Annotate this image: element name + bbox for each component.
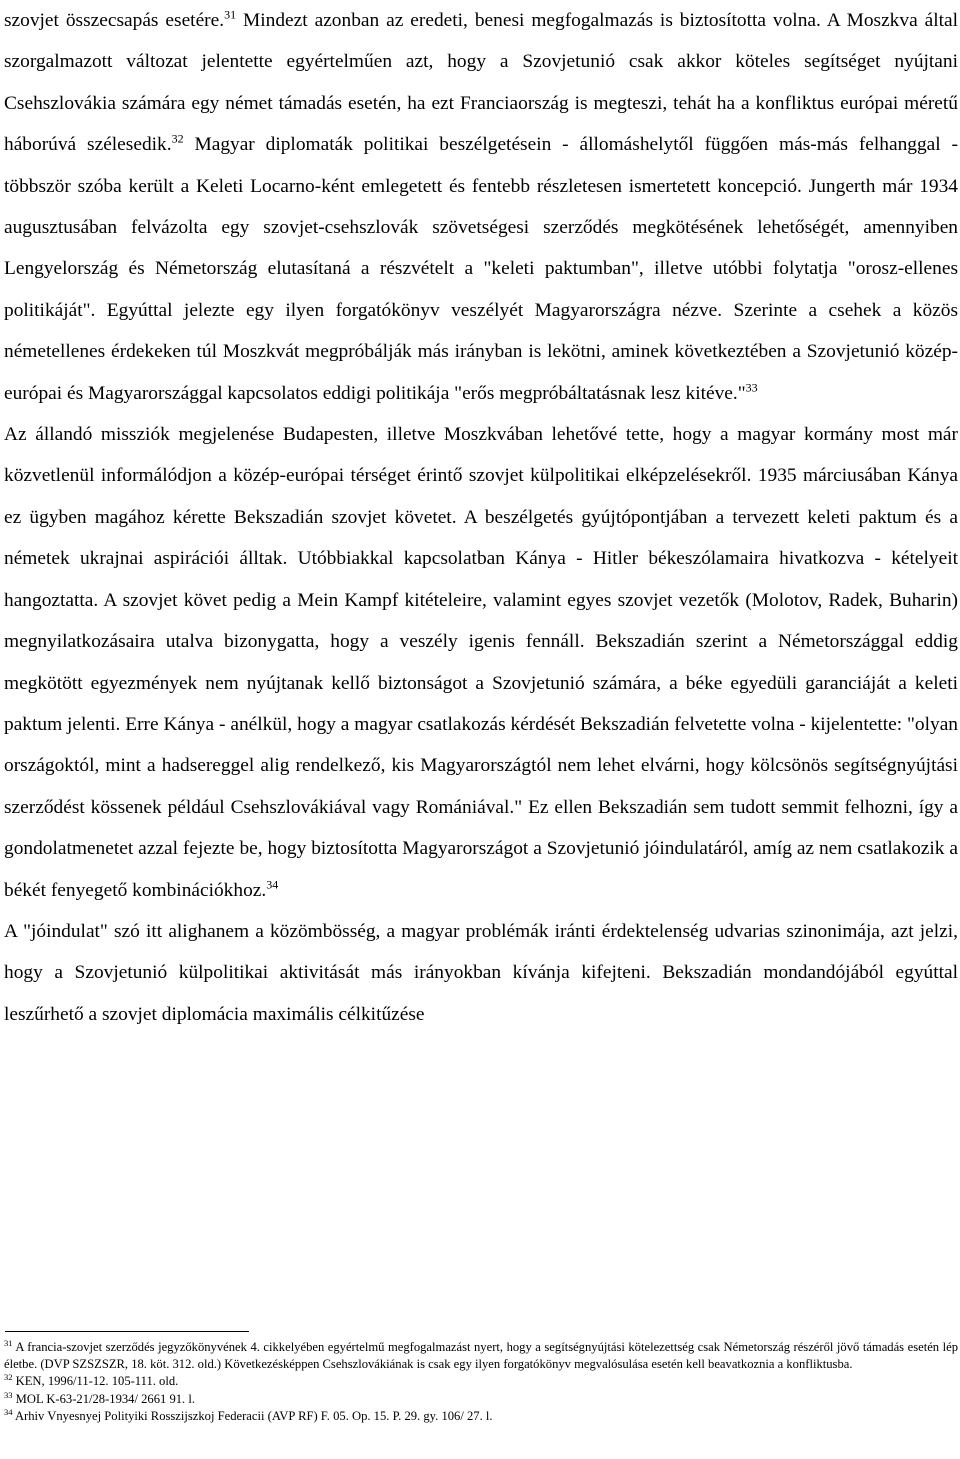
footnote-reference[interactable]: 34 xyxy=(266,877,279,892)
footnote-text: Arhiv Vnyesnyej Polityiki Rosszijszkoj Federacii (AVP RF) F. 05. Op. 15. P. 29. gy. 106/ 27. l. xyxy=(12,1408,493,1423)
footnote-number: 34 xyxy=(4,1406,13,1417)
footnote-text: MOL K-63-21/28-1934/ 2661 91. l. xyxy=(12,1391,195,1406)
paragraph-text: Mindezt azonban az eredeti, benesi megfogalmazás is biztosította volna. A Moszkva által szorgalmazott változat jelentette egyértelműen azt, hogy a Szovjetunió csak akkor köteles segítséget nyújtani Csehszlovákia számára egy német támadás esetén, ha ezt Franciaország is megteszi, tehát ha a konfliktus európai méretű háborúvá szélesedik. xyxy=(4,10,958,156)
footnotes xyxy=(4,1339,958,1425)
paragraph-text: szovjet összecsapás esetére. xyxy=(4,10,225,31)
paragraph xyxy=(4,911,958,1035)
footnote-number: 33 xyxy=(4,1389,13,1400)
paragraph xyxy=(4,0,958,414)
body-text xyxy=(4,0,958,1035)
paragraph xyxy=(4,414,958,911)
footnote xyxy=(4,1391,958,1408)
footnote xyxy=(4,1339,958,1373)
footnote-reference[interactable]: 32 xyxy=(171,131,184,146)
footnote-separator xyxy=(5,1331,249,1332)
paragraph-text: Magyar diplomaták politikai beszélgetésein - állomáshelytől függően más-más felhanggal - többször szóba került a Keleti Locarno-ként emlegetett és fentebb részletesen ismertetett koncepció. Jungerth már 1934 augusztusában felvázolta egy szovjet-csehszlovák szövetségesi szerződés megkötésének lehetőségét, amennyiben Lengyelország és Németország elutasítaná a részvételt a "keleti paktumban", illetve utóbbi folytatja "orosz-ellenes politikáját". Egyúttal jelezte egy ilyen forgatókönyv veszélyét Magyarországra nézve. Szerinte a csehek a közös németellenes érdekeken túl Moszkvát megpróbálják más irányban is lekötni, aminek következtében a Szovjetunió közép-európai és Magyarországgal kapcsolatos eddigi politikája "erős megpróbáltatásnak lesz kitéve." xyxy=(4,134,958,404)
footnote-reference[interactable]: 33 xyxy=(745,380,758,395)
paragraph-text: A "jóindulat" szó itt alighanem a közömbösség, a magyar problémák iránti érdektelenség udvarias szinonimája, azt jelzi, hogy a Szovjetunió külpolitikai aktivitását más irányokban kívánja kifejteni. Bekszadián mondandójából egyúttal leszűrhető a szovjet diplomácia maximális célkitűzése xyxy=(4,920,958,1025)
footnote-reference[interactable]: 31 xyxy=(224,7,237,22)
footnote-text: A francia-szovjet szerződés jegyzőkönyvének 4. cikkelyében egyértelmű megfogalmazást nyert, hogy a segítségnyújtási kötelezettség csak Németország részéről jövő támadás esetén lép életbe. (DVP SZSZSZR, 18. köt. 312. old.) Következésképpen Csehszlovákiának is csak egy ilyen forgatókönyv megvalósulása esetén kell beavatkoznia a konfliktusba. xyxy=(4,1340,958,1372)
footnote-text: KEN, 1996/11-12. 105-111. old. xyxy=(12,1374,179,1389)
paragraph-text: Az állandó missziók megjelenése Budapesten, illetve Moszkvában lehetővé tette, hogy a magyar kormány most már közvetlenül informálódjon a közép-európai térséget érintő szovjet külpolitikai elképzelésekről. 1935 márciusában Kánya ez ügyben magához kérette Bekszadián szovjet követet. A beszélgetés gyújtópontjában a tervezett keleti paktum és a németek ukrajnai aspirációi álltak. Utóbbiakkal kapcsolatban Kánya - Hitler békeszólamaira hivatkozva - kételyeit hangoztatta. A szovjet követ pedig a Mein Kampf kitételeire, valamint egyes szovjet vezetők (Molotov, Radek, Buharin) megnyilatkozásaira utalva bizonygatta, hogy a veszély igenis fennáll. Bekszadián szerint a Németországgal eddig megkötött egyezmények nem nyújtanak kellő biztonságot a Szovjetunió számára, a béke egyedüli garanciáját a keleti paktum jelenti. Erre Kánya - anélkül, hogy a magyar csatlakozás kérdését Bekszadián felvetette volna - kijelentette: "olyan országoktól, mint a hadsereggel alig rendelkező, kis Magyarországtól nem lehet elvárni, hogy kölcsönös segítségnyújtási szerződést kössenek például Csehszlovákiával vagy Romániával." Ez ellen Bekszadián sem tudott semmit felhozni, így a gondolatmenetet azzal fejezte be, hogy biztosította Magyarországot a Szovjetunió jóindulatáról, amíg az nem csatlakozik a békét fenyegető kombinációkhoz. xyxy=(4,424,958,901)
footnote xyxy=(4,1408,958,1425)
footnote-number: 32 xyxy=(4,1372,13,1383)
footnote xyxy=(4,1373,958,1390)
footnote-number: 31 xyxy=(4,1337,13,1348)
